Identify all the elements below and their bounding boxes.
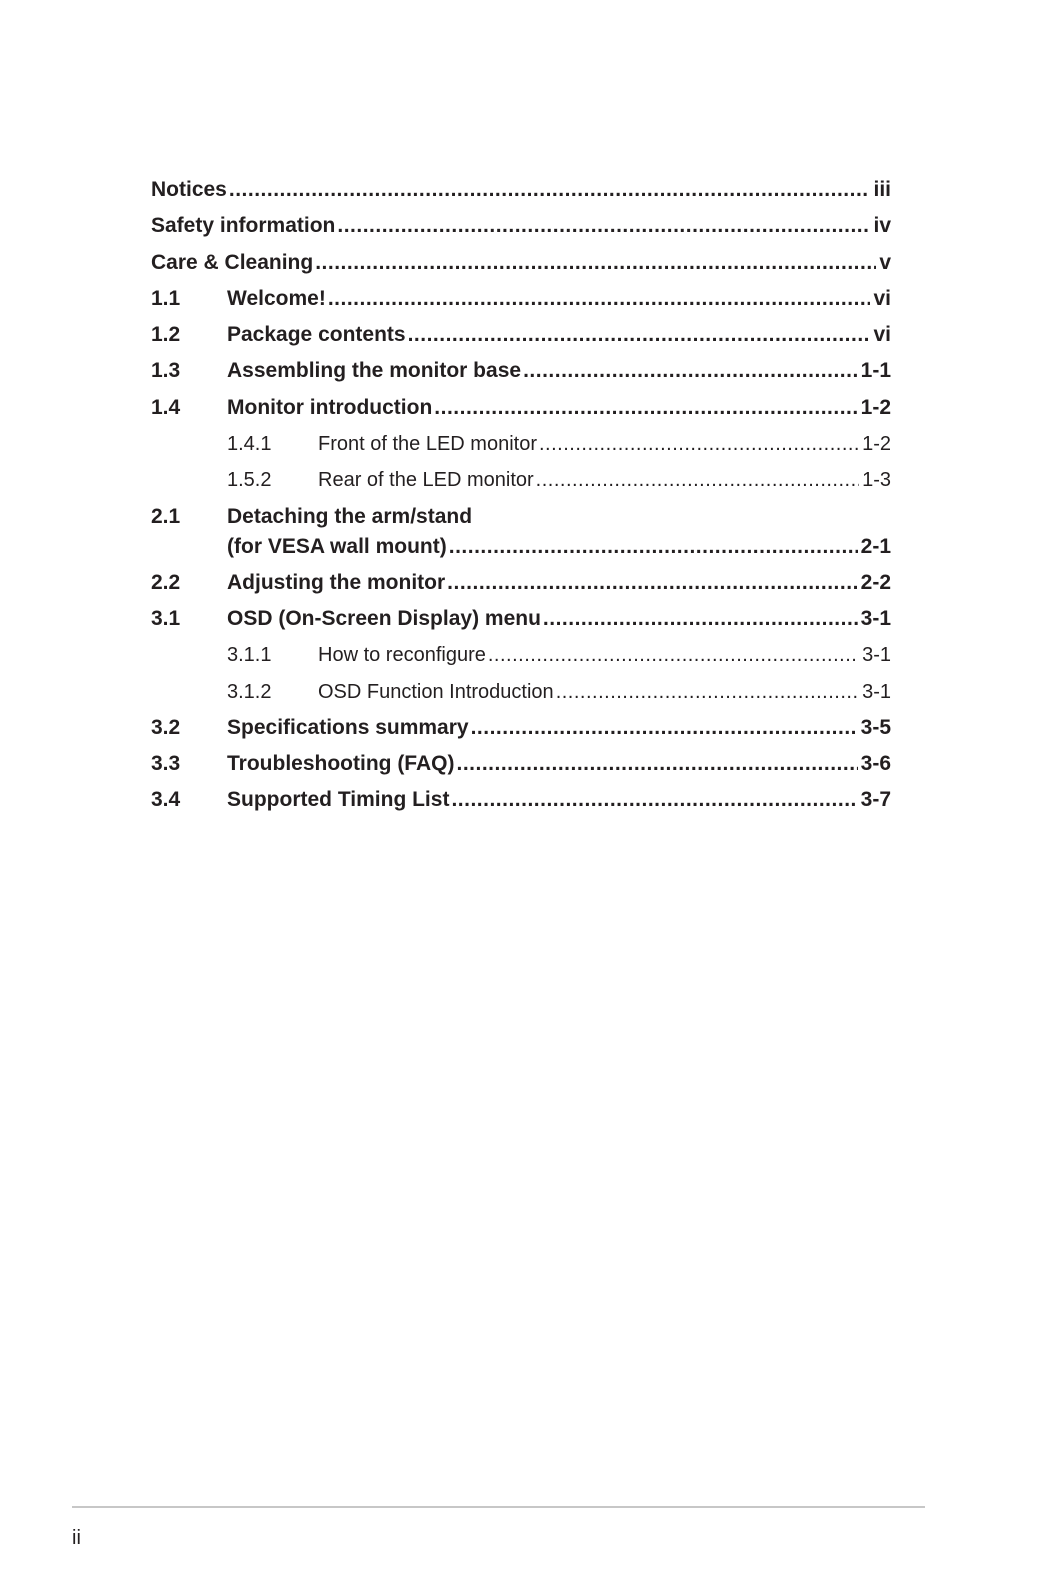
toc-entry-number: 3.2 <box>151 715 181 739</box>
toc-entry-2-1[interactable] <box>151 499 891 565</box>
toc-line <box>227 281 891 317</box>
toc-entry-safety-information[interactable] <box>151 208 891 244</box>
toc-entry-title: Troubleshooting (FAQ) <box>227 752 455 776</box>
toc-dot-leader <box>315 245 876 281</box>
toc-entry-page: 2-2 <box>860 570 891 594</box>
toc-dot-leader <box>556 674 859 710</box>
toc-line <box>227 601 891 637</box>
toc-entry-page: 3-7 <box>860 788 891 812</box>
toc-entry-3-1-1[interactable] <box>151 637 891 673</box>
toc-dot-leader <box>523 353 858 389</box>
toc-entry-title: Assembling the monitor base <box>227 359 522 383</box>
toc-dot-leader <box>539 426 859 462</box>
toc-line <box>227 710 891 746</box>
toc-entry-number: 2.2 <box>151 570 181 594</box>
toc-entry-title: Rear of the LED monitor <box>318 469 534 492</box>
toc-entry-page: iii <box>873 178 891 201</box>
toc-dot-leader <box>543 601 858 637</box>
toc-line <box>227 390 891 426</box>
toc-line <box>318 426 891 462</box>
toc-entry-title: How to reconfigure <box>318 644 486 667</box>
toc-entry-title: Specifications summary <box>227 715 469 739</box>
toc-entry-1-4-1[interactable] <box>151 426 891 462</box>
toc-entry-number: 1.5.2 <box>227 469 272 492</box>
toc-entry-1-1[interactable] <box>151 281 891 317</box>
toc-entry-page: 1-2 <box>862 433 891 456</box>
toc-dot-leader <box>408 317 871 353</box>
toc-entry-title: Adjusting the monitor <box>227 570 446 594</box>
toc-line <box>227 565 891 601</box>
toc-dot-leader <box>471 710 858 746</box>
toc-entry-1-4[interactable] <box>151 390 891 426</box>
toc-entry-page: 3-1 <box>862 644 891 667</box>
toc-entry-title-line1: Detaching the arm/stand <box>227 504 473 528</box>
toc-entry-title: Supported Timing List <box>227 788 450 812</box>
toc-dot-leader <box>488 637 859 673</box>
toc-entry-2-2[interactable] <box>151 565 891 601</box>
toc-entry-title: Package contents <box>227 323 406 347</box>
toc-line <box>151 172 891 208</box>
toc-entry-number: 3.4 <box>151 788 181 812</box>
toc-entry-title: Safety information <box>151 214 336 238</box>
toc-entry-3-1-2[interactable] <box>151 674 891 710</box>
toc-entry-3-4[interactable] <box>151 782 891 818</box>
toc-entry-page: vi <box>873 323 891 347</box>
toc-line <box>318 637 891 673</box>
toc-entry-title: Front of the LED monitor <box>318 433 537 456</box>
toc-entry-care-cleaning[interactable] <box>151 245 891 281</box>
toc-dot-leader <box>434 390 857 426</box>
toc-entry-number: 1.1 <box>151 286 181 310</box>
toc-entry-number: 3.1.2 <box>227 680 272 703</box>
toc-entry-number: 3.1.1 <box>227 644 272 667</box>
toc-entry-number: 1.3 <box>151 359 181 383</box>
toc-entry-1-3[interactable] <box>151 353 891 389</box>
toc-entry-title: Notices <box>151 178 227 201</box>
toc-entry-number: 1.2 <box>151 323 181 347</box>
toc-entry-1-5-2[interactable] <box>151 462 891 498</box>
toc-entry-page: 1-2 <box>860 395 891 419</box>
toc-dot-leader <box>447 565 857 601</box>
toc-entry-number: 3.1 <box>151 606 181 630</box>
toc-line <box>227 353 891 389</box>
toc-entry-page: 3-6 <box>860 752 891 776</box>
toc-dot-leader <box>229 172 871 208</box>
toc-line <box>227 529 891 565</box>
toc-entry-title: (for VESA wall mount) <box>227 534 447 558</box>
toc-line <box>227 782 891 818</box>
toc-entry-page: 3-5 <box>860 715 891 739</box>
toc-entry-number: 2.1 <box>151 504 181 528</box>
toc-line <box>227 317 891 353</box>
toc-entry-3-2[interactable] <box>151 710 891 746</box>
toc-entry-3-3[interactable] <box>151 746 891 782</box>
toc-line <box>318 462 891 498</box>
toc-entry-number: 1.4.1 <box>227 433 272 456</box>
page-number: ii <box>72 1527 81 1549</box>
toc-entry-notices[interactable] <box>151 172 891 208</box>
toc-entry-title: Care & Cleaning <box>151 250 314 274</box>
toc-dot-leader <box>337 208 870 244</box>
footer-divider <box>72 1506 925 1508</box>
toc-line <box>227 746 891 782</box>
toc-entry-3-1[interactable] <box>151 601 891 637</box>
table-of-contents <box>151 172 891 819</box>
toc-entry-page: 3-1 <box>862 680 891 703</box>
toc-line <box>151 208 891 244</box>
toc-line <box>318 674 891 710</box>
toc-entry-page: v <box>879 250 891 274</box>
toc-dot-leader <box>328 281 871 317</box>
toc-dot-leader <box>451 782 857 818</box>
toc-entry-number: 3.3 <box>151 752 181 776</box>
toc-line <box>151 245 891 281</box>
toc-entry-title: OSD Function Introduction <box>318 680 554 703</box>
toc-entry-number: 1.4 <box>151 395 181 419</box>
toc-entry-page: 2-1 <box>860 534 891 558</box>
toc-entry-page: 1-3 <box>862 469 891 492</box>
toc-dot-leader <box>449 529 858 565</box>
toc-entry-title: Welcome! <box>227 286 326 310</box>
toc-entry-title: Monitor introduction <box>227 395 433 419</box>
toc-entry-page: iv <box>873 214 891 238</box>
toc-entry-page: vi <box>873 286 891 310</box>
toc-dot-leader <box>536 462 859 498</box>
toc-entry-1-2[interactable] <box>151 317 891 353</box>
toc-entry-page: 3-1 <box>860 606 891 630</box>
toc-dot-leader <box>456 746 857 782</box>
toc-entry-page: 1-1 <box>860 359 891 383</box>
toc-entry-title: OSD (On-Screen Display) menu <box>227 606 541 630</box>
